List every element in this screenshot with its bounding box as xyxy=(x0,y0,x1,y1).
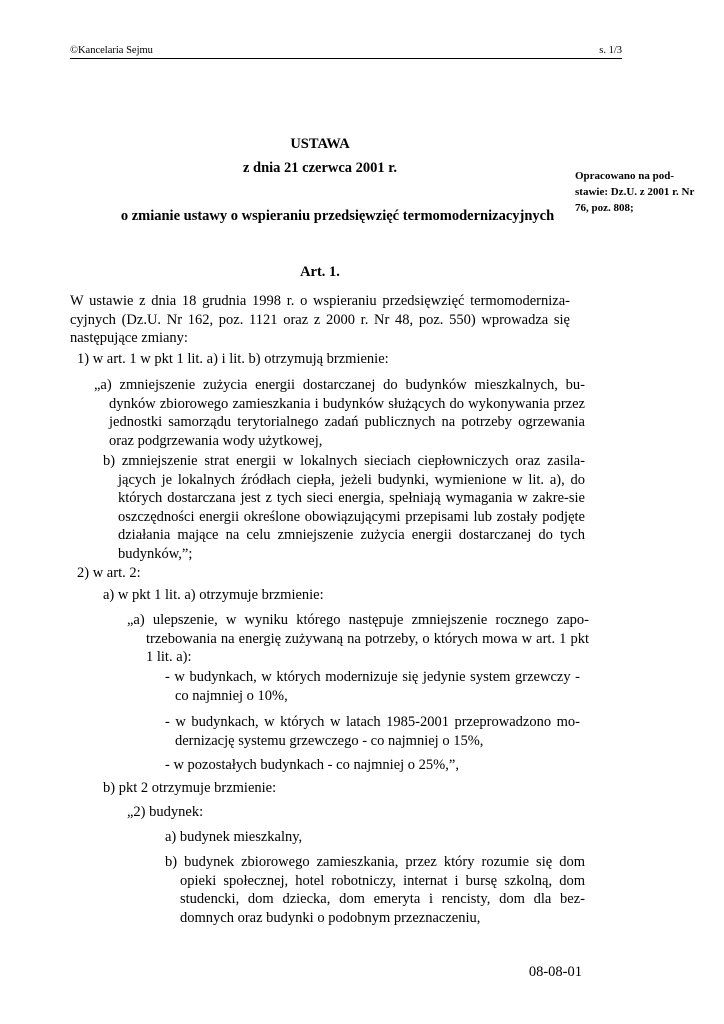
item-1a: „a) zmniejszenie zużycia energii dostarczanej do budynków mieszkalnych, bu-dynków zbiorowego zamieszkania i budynków służących do wykonywania przez jednostki samorządu terytorialnego zadań publicznych na potrzeby ogrzewania oraz podgrzewania wody użytkowej, xyxy=(94,377,585,449)
item-1b: b) zmniejszenie strat energii w lokalnych sieciach ciepłowniczych oraz zasila-jących je lokalnych źródłach ciepła, jeżeli budynki, wymienione w lit. a), do których dostarczana jest z tych sieci energia, spełniają wymagania w zakre-sie oszczędności energii określone obowiązującymi przepisami lub zostały podjęte działania mające na celu zmniejszenie zużycia energii dostarczanej do tych budynków,”; xyxy=(103,453,585,562)
document-subject: o zmianie ustawy o wspieraniu przedsięwzięć termomodernizacyjnych xyxy=(120,208,555,224)
dash-item-1: - w budynkach, w których modernizuje się jedynie system grzewczy - co najmniej o 10%, xyxy=(165,669,580,704)
item-2b: b) pkt 2 otrzymuje brzmienie: xyxy=(103,780,277,796)
document-date: z dnia 21 czerwca 2001 r. xyxy=(242,160,398,176)
header-page-number: s. 1/3 xyxy=(599,45,622,56)
dash-item-2: - w budynkach, w których w latach 1985-2001 przeprowadzono mo-dernizację systemu grzewczego - co najmniej o 15%, xyxy=(165,714,580,749)
header-publisher: ©Kancelaria Sejmu xyxy=(70,45,153,56)
item-2a: a) w pkt 1 lit. a) otrzymuje brzmienie: xyxy=(103,587,324,603)
intro-paragraph: W ustawie z dnia 18 grudnia 1998 r. o wspieraniu przedsięwzięć termomoderniza-cyjnych (Dz.U. Nr 162, poz. 1121 oraz z 2000 r. Nr 48, poz. 550) wprowadza się następujące zmiany: xyxy=(70,293,570,346)
item-2b-quote: „2) budynek: xyxy=(127,804,204,820)
article-heading: Art. 1. xyxy=(300,264,340,280)
document-title: USTAWA xyxy=(290,136,350,152)
building-b: b) budynek zbiorowego zamieszkania, przez który rozumie się dom opieki społecznej, hotel robotniczy, internat i bursę szkolną, dom studencki, dom dziecka, dom emeryta i rencisty, dom dla bez-domnych oraz budynki o podobnym przeznaczeniu, xyxy=(165,854,585,926)
dash-item-3: - w pozostałych budynkach - co najmniej o 25%,”, xyxy=(165,757,459,773)
item-2: 2) w art. 2: xyxy=(77,565,141,581)
page-header xyxy=(70,45,622,59)
item-1: 1) w art. 1 w pkt 1 lit. a) i lit. b) otrzymują brzmienie: xyxy=(77,351,389,367)
footer-date: 08-08-01 xyxy=(528,964,582,980)
side-note: Opracowano na pod-stawie: Dz.U. z 2001 r. Nr 76, poz. 808; xyxy=(575,170,695,214)
building-a: a) budynek mieszkalny, xyxy=(165,829,303,845)
item-2a-quote: „a) ulepszenie, w wyniku którego następuje zmniejszenie rocznego zapo-trzebowania na energię zużywaną na potrzeby, o których mowa w art. 1 pkt 1 lit. a): xyxy=(127,612,589,665)
